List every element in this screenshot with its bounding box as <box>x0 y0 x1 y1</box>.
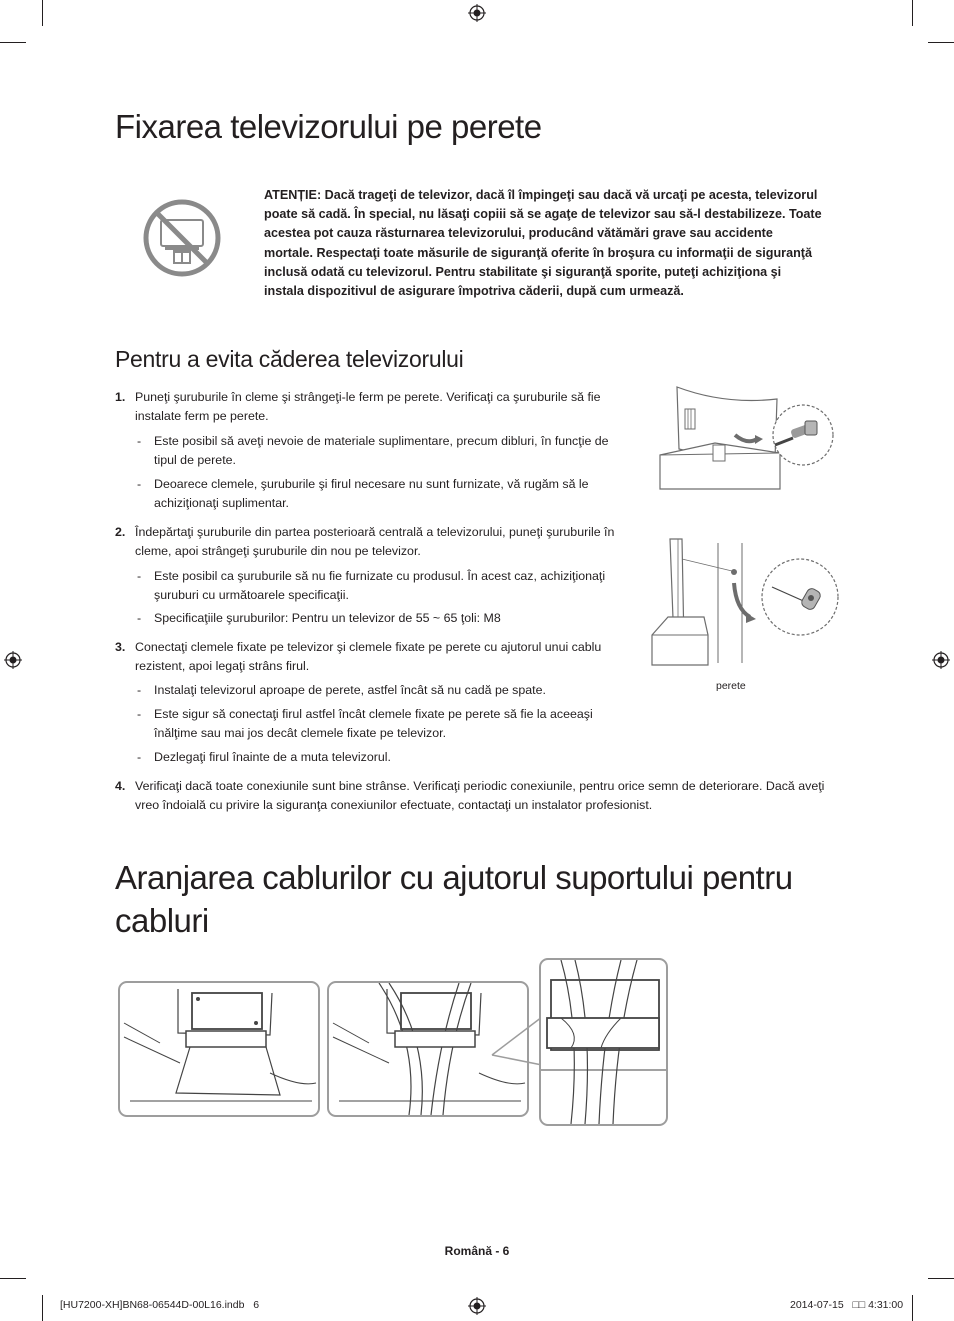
cable-holder-step-1-image <box>118 981 320 1117</box>
cable-holder-zoom-image <box>539 958 668 1126</box>
tv-wall-cable-diagram <box>648 535 843 667</box>
crop-mark <box>928 1278 954 1279</box>
step-number: 1. <box>115 390 126 404</box>
sub-item <box>137 705 622 744</box>
crop-mark <box>0 42 26 43</box>
step-item <box>115 638 620 677</box>
sub-item <box>137 681 622 700</box>
sub-text: Dezlegaţi firul înainte de a muta televizorul. <box>154 750 391 764</box>
step-item <box>115 388 620 427</box>
section-title-cable-management: Aranjarea cablurilor cu ajutorul suportului pentru cabluri <box>115 859 793 939</box>
step-text: Puneţi şuruburile în cleme şi strângeţi-le ferm pe perete. Verificaţi ca şuruburile să fie instalate ferm pe perete. <box>135 390 601 424</box>
tv-back-clamp-diagram <box>655 383 835 493</box>
crop-mark <box>928 42 954 43</box>
registration-mark-icon <box>468 4 486 22</box>
sub-text: Este posibil ca şuruburile să nu fie furnizate cu produsul. În acest caz, achiziţionaţi şuruburi cu următoarele specificaţii. <box>154 569 606 603</box>
step-item <box>115 523 620 562</box>
sub-text: Specificaţiile şuruburilor: Pentru un televizor de 55 ~ 65 ţoli: M8 <box>154 611 501 625</box>
step-number: 2. <box>115 525 126 539</box>
sub-item <box>137 748 622 767</box>
step-text: Îndepărtaţi şuruburile din partea posterioară centrală a televizorului, puneţi şuruburile în cleme, apoi strângeţi şuruburile din nou pe televizor. <box>135 525 615 559</box>
sub-text: Deoarece clemele, şuruburile şi firul necesare nu sunt furnizate, vă rugăm să le achiziţionaţi suplimentar. <box>154 477 589 511</box>
step-item <box>115 777 825 816</box>
print-date: 2014-07-15 □□ 4:31:00 <box>790 1299 904 1311</box>
file-info: [HU7200-XH]BN68-06544D-00L16.indb 6 <box>60 1299 260 1311</box>
step-text: Verificaţi dacă toate conexiunile sunt bine strânse. Verificaţi periodic conexiunile, pentru orice semn de deteriorare. Dacă aveţi vreo îndoială cu privire la siguranţa conexiunilor efectuate, contactaţi un instalator profesionist. <box>135 779 825 813</box>
sub-item <box>137 475 622 514</box>
sub-item <box>137 432 622 471</box>
sub-dash: - <box>137 611 142 625</box>
section-title-wall-mount: Fixarea televizorului pe perete <box>115 108 542 145</box>
sub-text: Este posibil să aveţi nevoie de materiale suplimentare, precum dibluri, în funcţie de tipul de perete. <box>154 434 609 468</box>
step-number: 3. <box>115 640 126 654</box>
sub-dash: - <box>137 477 142 491</box>
sub-dash: - <box>137 434 142 448</box>
crop-mark <box>42 0 43 26</box>
registration-mark-icon <box>4 651 22 669</box>
section-title-prevent-fall: Pentru a evita căderea televizorului <box>115 346 464 372</box>
sub-text: Instalaţi televizorul aproape de perete, astfel încât să nu cadă pe spate. <box>154 683 546 697</box>
sub-dash: - <box>137 750 142 764</box>
step-number: 4. <box>115 779 126 793</box>
no-climbing-on-tv-icon <box>142 198 222 278</box>
safety-warning-text: ATENȚIE: Dacă trageţi de televizor, dacă îl împingeţi sau dacă vă urcaţi pe acesta, televizorul poate să cadă. În special, nu lăsaţi copiii să se agaţe de televizor sau să-l destabilizeze. Toate acestea pot cauza răsturnarea televizorului, producând vătămări grave sau accidente mortale. Respectaţi toate măsurile de siguranţă oferite în broşura cu informaţii de siguranţă inclusă odată cu televizorul. Pentru stabilitate şi siguranţă sporite, puteţi achiziţiona şi instala dispozitivul de asigurare împotriva căderii, după cum urmează. <box>264 188 822 299</box>
sub-item <box>137 567 622 606</box>
wall-label: perete <box>716 680 746 692</box>
crop-mark <box>912 0 913 26</box>
sub-item <box>137 609 622 628</box>
registration-mark-icon <box>468 1297 486 1315</box>
sub-dash: - <box>137 569 142 583</box>
crop-mark <box>42 1295 43 1321</box>
page-number: Română - 6 <box>444 1244 510 1258</box>
sub-dash: - <box>137 707 142 721</box>
step-text: Conectaţi clemele fixate pe televizor şi clemele fixate pe perete cu ajutorul unui cablu rezistent, apoi legaţi strâns firul. <box>135 640 602 674</box>
crop-mark <box>912 1295 913 1321</box>
sub-dash: - <box>137 683 142 697</box>
sub-text: Este sigur să conectaţi firul astfel încât clemele fixate pe perete să fie la aceeaşi înălţime sau mai jos decât clemele fixate pe televizor. <box>154 707 593 741</box>
crop-mark <box>0 1278 26 1279</box>
registration-mark-icon <box>932 651 950 669</box>
